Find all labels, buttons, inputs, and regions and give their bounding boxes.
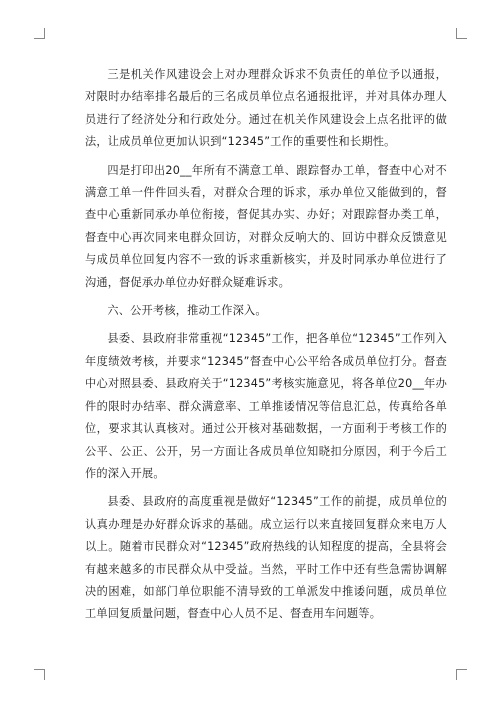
paragraph-assessment: 县委、县政府非常重视“12345”工作，把各单位“12345”工作列入年度绩效考核，并要求“12345”督查中心公平给各成员单位打分。督查中心对照县委、县政府关于“12345”考核实施意见，将各单位20__年办件的限时办结率、群众满意率、工单推诿情况等信息汇总，传真给各单位，要求其认真核对。通过公开核对基础数据，一方面利于考核工作的公平、公正、公开，另一方面让各成员单位知晓扣分原因，利于今后工作的深入开展。: [85, 332, 447, 480]
document-body: [85, 64, 447, 632]
crop-mark-bottom-left: [34, 669, 45, 680]
crop-mark-top-right: [456, 28, 467, 39]
paragraph-review-workorders: 四是打印出20__年所有不满意工单、跟踪督办工单，督查中心对不满意工单一件件回头看，对群众合理的诉求，承办单位又能做到的，督查中心重新同承办单位衔接，督促其办实、办好；对跟踪督办类工单，督查中心再次同来电群众回访，对群众反响大的、回访中群众反馈意见与成员单位回复内容不一致的诉求重新核实，并及时同承办单位进行了沟通，督促承办单位办好群众疑难诉求。: [85, 163, 447, 289]
paragraph-notification: 三是机关作风建设会上对办理群众诉求不负责任的单位予以通报，对限时办结率排名最后的三名成员单位点名通报批评，并对具体办理人员进行了经济处分和行政处分。通过在机关作风建设会上点名批评的做法，让成员单位更加认识到“12345”工作的重要性和长期性。: [85, 68, 447, 149]
crop-mark-bottom-right: [456, 669, 467, 680]
crop-mark-top-left: [34, 28, 45, 39]
paragraph-conclusion: 县委、县政府的高度重视是做好“12345”工作的前提，成员单位的认真办理是办好群众诉求的基础。成立运行以来直接回复群众来电万人以上。随着市民群众对“12345”政府热线的认知程度的提高，全县将会有越来越多的市民群众从中受益。当然，平时工作中还有些急需协调解决的困难，如部门单位职能不清导致的工单派发中推诿问题，成员单位工单回复质量问题，督查中心人员不足、督查用车问题等。: [85, 495, 447, 621]
section-heading-public-assessment: 六、公开考核，推动工作深入。: [107, 304, 267, 318]
